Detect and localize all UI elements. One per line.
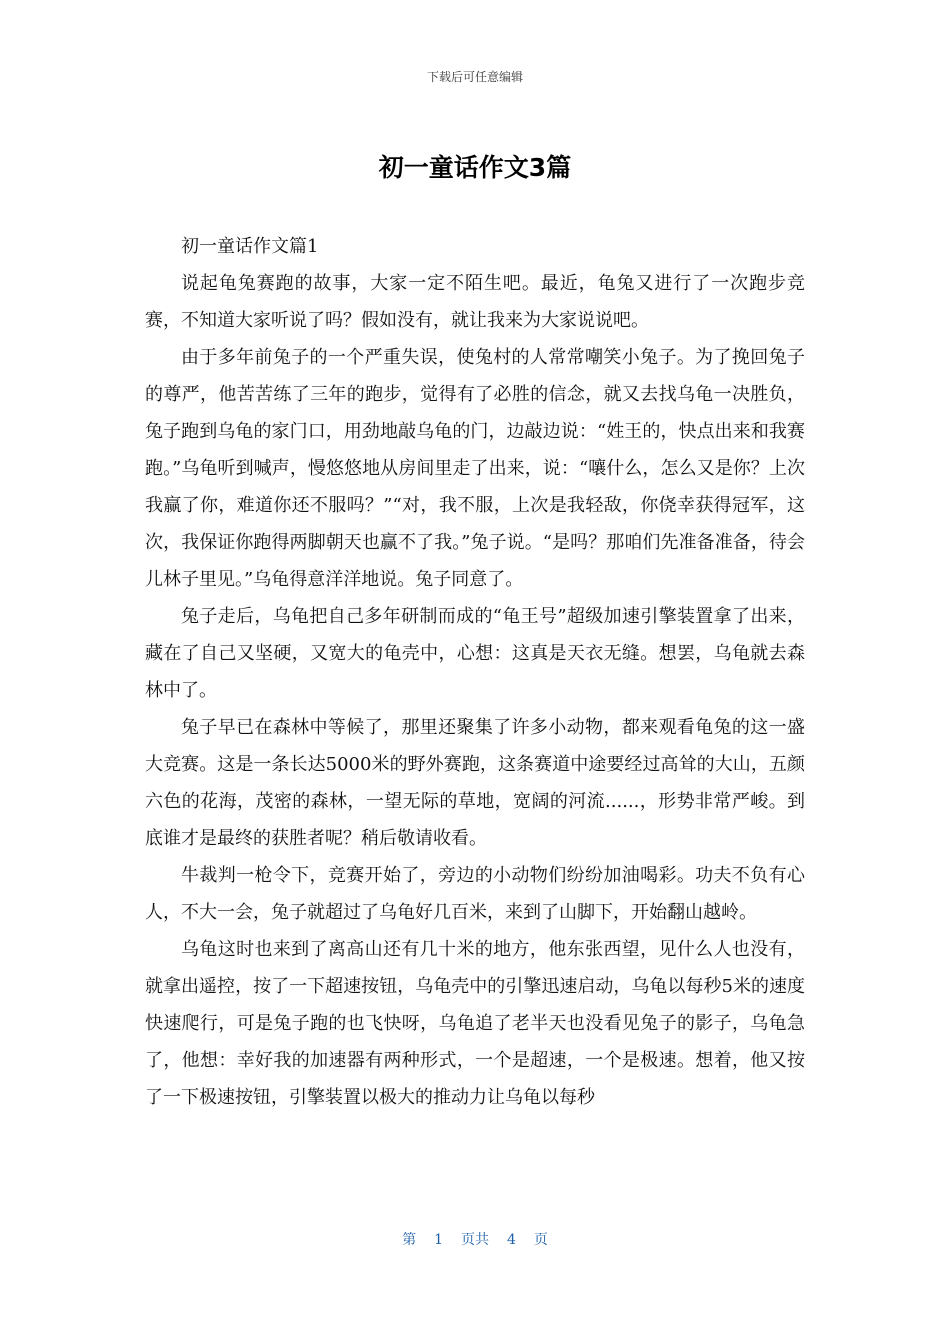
footer-label-end: 页 xyxy=(533,1232,548,1248)
header-note: 下载后可任意编辑 xyxy=(426,70,523,84)
paragraph: 兔子早已在森林中等候了，那里还聚集了许多小动物，都来观看龟兔的这一盛大竞赛。这是一条长达5000米的野外赛跑，这条赛道中途要经过高耸的大山，五颜六色的花海，茂密的森林，一望无际的草地，宽阔的河流......，形势非常严峻。到底谁才是最终的获胜者呢？稍后敬请收看。 xyxy=(145,717,805,849)
footer-label-of: 页共 xyxy=(461,1232,489,1248)
footer-label-page: 第 xyxy=(402,1232,417,1248)
paragraph: 乌龟这时也来到了离高山还有几十米的地方，他东张西望，见什么人也没有，就拿出遥控，按了一下超速按钮，乌龟壳中的引擎迅速启动，乌龟以每秒5米的速度快速爬行，可是兔子跑的也飞快呀，乌龟追了老半天也没看见兔子的影子，乌龟急了，他想：幸好我的加速器有两种形式，一个是超速，一个是极速。想着，他又按了一下极速按钮，引擎装置以极大的推动力让乌龟以每秒 xyxy=(145,939,805,1108)
section-heading: 初一童话作文篇1 xyxy=(181,236,319,257)
paragraph: 由于多年前兔子的一个严重失误，使兔村的人常常嘲笑小兔子。为了挽回兔子的尊严，他苦苦练了三年的跑步，觉得有了必胜的信念，就又去找乌龟一决胜负，兔子跑到乌龟的家门口，用劲地敲乌龟的门，边敲边说：“姓王的，快点出来和我赛跑。”乌龟听到喊声，慢悠悠地从房间里走了出来，说：“嚷什么，怎么又是你？上次我赢了你，难道你还不服吗？”“对，我不服，上次是我轻敌，你侥幸获得冠军，这次，我保证你跑得两脚朝天也赢不了我。”兔子说。“是吗？那咱们先准备准备，待会儿林子里见。”乌龟得意洋洋地说。兔子同意了。 xyxy=(145,347,805,590)
page-footer xyxy=(0,1229,950,1249)
footer-current-page: 1 xyxy=(434,1232,443,1248)
footer-total-pages: 4 xyxy=(507,1232,516,1248)
paragraph: 说起龟兔赛跑的故事，大家一定不陌生吧。最近，龟兔又进行了一次跑步竞赛，不知道大家听说了吗？假如没有，就让我来为大家说说吧。 xyxy=(145,273,805,331)
paragraph: 牛裁判一枪令下，竞赛开始了，旁边的小动物们纷纷加油喝彩。功夫不负有心人，不大一会，兔子就超过了乌龟好几百米，来到了山脚下，开始翻山越岭。 xyxy=(145,865,805,923)
paragraph: 兔子走后，乌龟把自己多年研制而成的“龟王号”超级加速引擎装置拿了出来，藏在了自己又坚硬，又宽大的龟壳中，心想：这真是天衣无缝。想罢，乌龟就去森林中了。 xyxy=(145,606,805,701)
document-body xyxy=(145,228,805,1116)
document-title: 初一童话作文3篇 xyxy=(378,153,572,182)
